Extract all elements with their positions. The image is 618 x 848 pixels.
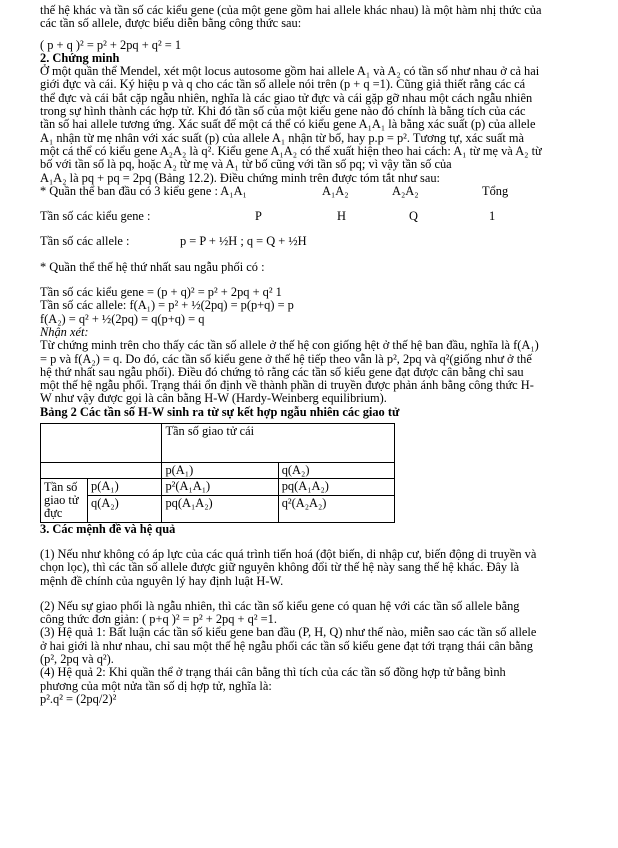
paragraph-line: (4) Hệ quả 2: Khi quần thể ở trạng thái cân bằng thì tích của các tần số đồng hợp tử bằng bình bbox=[40, 665, 506, 680]
column-header: p(A₁) bbox=[162, 463, 278, 479]
table-cell: pq(A₁A₂) bbox=[278, 479, 394, 495]
table-cell: q²(A₂A₂) bbox=[278, 495, 394, 522]
paragraph-line: trong sự hình thành các hợp tử. Khi đó tần số của một kiểu gene nào đó chính là bằng tích của các bbox=[40, 104, 526, 119]
paragraph-line: (1) Nếu như không có áp lực của các quá trình tiến hoá (đột biến, di nhập cư, biến động di truyền và bbox=[40, 546, 537, 561]
row-header: q(A₂) bbox=[88, 495, 162, 522]
paragraph-line: mệnh đề chính của nguyên lý hay định luật H-W. bbox=[40, 573, 284, 588]
female-gamete-header: Tần số giao tử cái bbox=[162, 424, 395, 463]
allele-frequency-values: p = P + ½H ; q = Q + ½H bbox=[180, 234, 307, 249]
paragraph-line: (3) Hệ quả 1: Bất luận các tần số kiểu gene ban đầu (P, H, Q) như thế nào, miễn sao các tần số allele bbox=[40, 625, 537, 640]
paragraph-line: A₁ nhận từ mẹ nhân với xác suất (p) của allele A₁ nhận từ bố, hay p.p = p². Tương tự, xác suất mà bbox=[40, 130, 525, 145]
table-corner-cell bbox=[41, 424, 162, 463]
allele-frequency-row bbox=[40, 235, 600, 248]
genotype-header: A₁A₂ bbox=[322, 183, 349, 198]
freq-value: Q bbox=[409, 209, 418, 224]
hw-formula: ( p + q )² = p² + 2pq + q² = 1 bbox=[40, 37, 182, 52]
paragraph-line: (p², 2pq và q²). bbox=[40, 651, 114, 666]
remark-line: Từ chứng minh trên cho thấy các tần số allele ở thế hệ con giống hệt ở thế hệ ban đầu, nghĩa là f(A₁) bbox=[40, 338, 539, 353]
paragraph-line: công thức đơn giản: ( p+q )² = p² + 2pq + q² =1. bbox=[40, 612, 277, 627]
paragraph-line: chọn lọc), thì các tần số allele được giữ nguyên không đổi từ thế hệ này sang thế hệ khác. Đây là bbox=[40, 560, 520, 575]
paragraph-line: phương của một nửa tần số dị hợp tử, nghĩa là: bbox=[40, 678, 272, 693]
remark-label: Nhận xét: bbox=[40, 324, 89, 339]
total-header: Tổng bbox=[482, 183, 509, 198]
paragraph-line: bố với tần số là pq, hoặc A₂ từ mẹ và A₁ từ bố cũng với tần số pq; vì vậy tần số của bbox=[40, 157, 452, 172]
derivation-line: Tần số các allele: f(A₁) = p² + ½(2pq) = p(p+q) = p bbox=[40, 298, 294, 313]
male-gamete-header: Tần số giao tử đực bbox=[41, 479, 88, 522]
section-2-heading: 2. Chứng minh bbox=[40, 50, 120, 65]
column-header: q(A₂) bbox=[278, 463, 394, 479]
paragraph-line: ở hai giới là như nhau, chỉ sau một thế hệ ngẫu phối các tần số kiểu gene đạt tới trạng thái cân bằng bbox=[40, 638, 533, 653]
document-page bbox=[40, 4, 600, 706]
section-3-heading: 3. Các mệnh đề và hệ quả bbox=[40, 521, 176, 536]
freq-value: 1 bbox=[489, 209, 496, 224]
table-corner-cell bbox=[41, 463, 162, 479]
intro-line: thế hệ khác và tần số các kiểu gene (của một gene gồm hai allele khác nhau) là một hàm nhị thức của bbox=[40, 3, 542, 17]
remark-line: hệ thứ nhất sau ngẫu phối). Điều đó chứng tỏ rằng các tần số kiểu gene đạt được cân bằng chỉ sau bbox=[40, 364, 524, 379]
table-caption: Bảng 2 Các tần số H-W sinh ra từ sự kết hợp ngẫu nhiên các giao tử bbox=[40, 404, 400, 419]
paragraph-line: p².q² = (2pq/2)² bbox=[40, 691, 117, 706]
remark-line: một thế hệ ngẫu phối. Trạng thái ổn định về thành phần di truyền được phản ánh bằng công thức H- bbox=[40, 378, 534, 393]
freq-value: H bbox=[337, 209, 346, 224]
derivation-line: Tần số các kiểu gene = (p + q)² = p² + 2pq + q² 1 bbox=[40, 285, 282, 300]
freq-value: P bbox=[255, 209, 262, 224]
paragraph-line: tần số hai allele tương ứng. Xác suất để một cá thể có kiểu gene A₁A₁ là bằng xác suất (p) của allele bbox=[40, 117, 536, 132]
intro-line: các tần số allele, được biểu diễn bằng công thức sau: bbox=[40, 16, 302, 31]
next-generation-label: * Quần thể thế hệ thứ nhất sau ngẫu phối có : bbox=[40, 259, 265, 274]
paragraph-line: A₁A₂ là pq + pq = 2pq (Bảng 12.2). Điều chứng minh trên được tóm tắt như sau: bbox=[40, 170, 440, 185]
population-label: * Quần thể ban đầu có 3 kiểu gene : A₁A₁ bbox=[40, 183, 247, 198]
allele-frequency-label: Tần số các allele : bbox=[40, 234, 130, 249]
genotype-frequency-row bbox=[40, 210, 600, 223]
paragraph-line: (2) Nếu sự giao phối là ngẫu nhiên, thì các tần số kiểu gene có quan hệ với các tần số allele bằng bbox=[40, 598, 520, 613]
remark-line: W như vậy được gọi là cân bằng H-W (Hardy-Weinberg equilibrium). bbox=[40, 391, 387, 406]
paragraph-line: Ở một quần thể Mendel, xét một locus autosome gồm hai allele A₁ và A₂ có tần số như nhau ở cả hai bbox=[40, 64, 540, 79]
hw-frequency-table bbox=[40, 423, 395, 523]
table-cell: pq(A₁A₂) bbox=[162, 495, 278, 522]
paragraph-line: thể đực và cái bắt cặp ngẫu nhiên, nghĩa là các giao tử đực và cái gặp gỡ nhau một cách ngẫu nhiên bbox=[40, 90, 533, 105]
genotype-header: A₂A₂ bbox=[392, 183, 419, 198]
paragraph-line: một cá thể có kiểu gene A₂A₂ là q². Kiểu gene A₁A₂ có thể xuất hiện theo hai cách: A₁ từ mẹ và A₂ từ bbox=[40, 143, 542, 158]
remark-line: = p và f(A₂) = q. Do đó, các tần số kiểu gene ở thế hệ tiếp theo vẫn là p², 2pq và q²(giống như ở thế bbox=[40, 351, 532, 366]
paragraph-line: giới đực và cái. Ký hiệu p và q cho các tần số allele nói trên (p + q =1). Cũng giả thiết rằng các cá bbox=[40, 77, 526, 92]
genotype-frequency-label: Tần số các kiểu gene : bbox=[40, 209, 151, 224]
row-header: p(A₁) bbox=[88, 479, 162, 495]
initial-population-row bbox=[40, 185, 600, 198]
table-cell: p²(A₁A₁) bbox=[162, 479, 278, 495]
derivation-line: f(A₂) = q² + ½(2pq) = q(p+q) = q bbox=[40, 311, 205, 326]
